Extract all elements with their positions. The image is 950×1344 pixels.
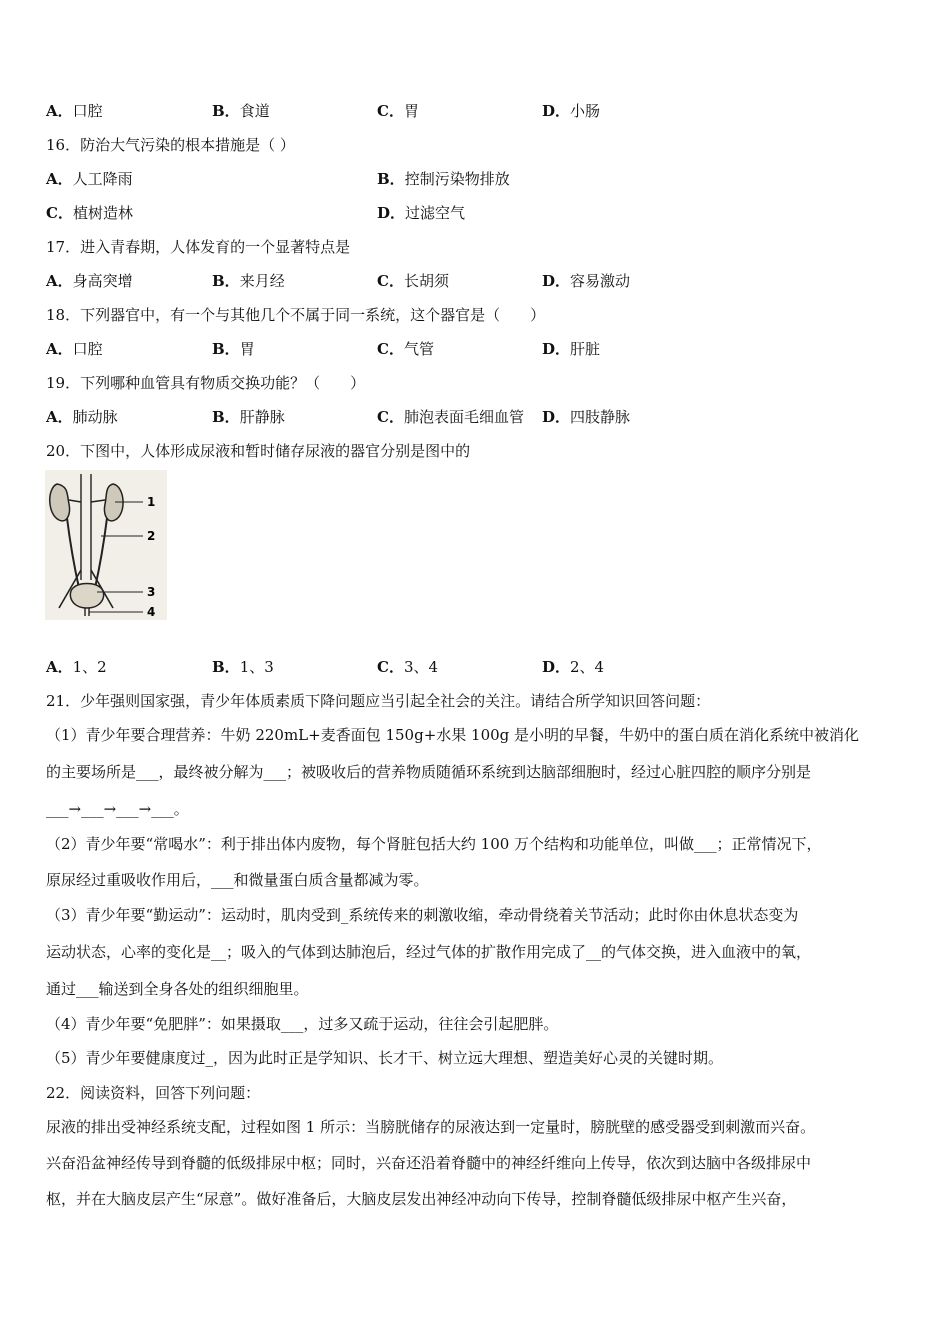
q16-stem: 16．防治大气污染的根本措施是（ ） <box>46 136 295 154</box>
q21-part1-line1: （1）青少年要合理营养：牛奶 220mL+麦香面包 150g+水果 100g 是小明的早餐，牛奶中的蛋白质在消化系统中被消化 <box>46 726 860 744</box>
q18-option-b[interactable]: B．胃 <box>212 340 255 358</box>
q20-stem: 20．下图中，人体形成尿液和暂时储存尿液的器官分别是图中的 <box>46 442 471 460</box>
q18-option-d[interactable]: D．肝脏 <box>542 340 601 358</box>
figure-label-1: 1 <box>147 495 156 509</box>
q17-option-a[interactable]: A．身高突增 <box>46 272 133 290</box>
q19-option-d[interactable]: D．四肢静脉 <box>542 408 631 426</box>
right-ureter <box>95 518 107 588</box>
q15-option-c[interactable]: C．胃 <box>377 102 419 120</box>
urethra <box>85 608 89 616</box>
q18-stem: 18．下列器官中，有一个与其他几个不属于同一系统，这个器官是（ ） <box>46 306 546 324</box>
q22-passage-line1: 尿液的排出受神经系统支配，过程如图 1 所示：当膀胱储存的尿液达到一定量时，膀胱壁的感受器受到刺激而兴奋。 <box>46 1118 816 1136</box>
q15-option-a[interactable]: A．口腔 <box>46 102 103 120</box>
q21-part2-line2: 原尿经过重吸收作用后，___和微量蛋白质含量都减为零。 <box>46 871 429 889</box>
q21-part4: （4）青少年要“免肥胖”：如果摄取___，过多又疏于运动，往往会引起肥胖。 <box>46 1015 559 1033</box>
q20-option-d[interactable]: D．2、4 <box>542 658 605 676</box>
q15-option-b[interactable]: B．食道 <box>212 102 270 120</box>
q22-passage-line3: 枢，并在大脑皮层产生“尿意”。做好准备后，大脑皮层发出神经冲动向下传导，控制脊髓低级排尿中枢产生兴奋， <box>46 1190 797 1208</box>
q20-option-c[interactable]: C．3、4 <box>377 658 439 676</box>
q16-option-d[interactable]: D．过滤空气 <box>377 204 466 222</box>
q17-option-b[interactable]: B．来月经 <box>212 272 285 290</box>
q21-part3-line3: 通过___输送到全身各处的组织细胞里。 <box>46 980 309 998</box>
urinary-system-diagram <box>45 470 167 620</box>
figure-label-3: 3 <box>147 585 156 599</box>
q18-option-c[interactable]: C．气管 <box>377 340 434 358</box>
bladder-shape <box>70 584 103 609</box>
q19-option-b[interactable]: B．肝静脉 <box>212 408 285 426</box>
q21-part1-line3: ___→___→___→___。 <box>46 800 189 818</box>
figure-label-4: 4 <box>147 605 156 619</box>
q19-stem: 19．下列哪种血管具有物质交换功能？（ ） <box>46 374 366 392</box>
q22-passage-line2: 兴奋沿盆神经传导到脊髓的低级排尿中枢；同时，兴奋还沿着脊髓中的神经纤维向上传导，依次到达脑中各级排尿中 <box>46 1154 812 1172</box>
q17-option-d[interactable]: D．容易激动 <box>542 272 631 290</box>
figure-label-2: 2 <box>147 529 156 543</box>
q16-option-c[interactable]: C．植树造林 <box>46 204 133 222</box>
q19-option-c[interactable]: C．肺泡表面毛细血管 <box>377 408 524 426</box>
q21-part1-line2: 的主要场所是___，最终被分解为___；被吸收后的营养物质随循环系统到达脑部细胞时，经过心脏四腔的顺序分别是 <box>46 763 812 781</box>
q16-option-a[interactable]: A．人工降雨 <box>46 170 133 188</box>
q21-stem: 21．少年强则国家强，青少年体质素质下降问题应当引起全社会的关注。请结合所学知识回答问题： <box>46 692 711 710</box>
q15-option-d[interactable]: D．小肠 <box>542 102 601 120</box>
q18-option-a[interactable]: A．口腔 <box>46 340 103 358</box>
q21-part2-line1: （2）青少年要“常喝水”：利于排出体内废物，每个肾脏包括大约 100 万个结构和功能单位，叫做___；正常情况下， <box>46 835 822 853</box>
q21-part5: （5）青少年要健康度过_，因为此时正是学知识、长才干、树立远大理想、塑造美好心灵的关键时期。 <box>46 1049 724 1067</box>
major-vessels <box>81 474 91 580</box>
q17-option-c[interactable]: C．长胡须 <box>377 272 449 290</box>
q22-stem: 22．阅读资料，回答下列问题： <box>46 1084 261 1102</box>
q17-stem: 17．进入青春期，人体发育的一个显著特点是 <box>46 238 351 256</box>
q21-part3-line2: 运动状态，心率的变化是__；吸入的气体到达肺泡后，经过气体的扩散作用完成了__的气体交换，进入血液中的氧， <box>46 943 812 961</box>
urinary-system-figure <box>45 470 167 620</box>
q20-option-a[interactable]: A．1、2 <box>46 658 107 676</box>
left-kidney-shape <box>50 484 70 521</box>
q20-option-b[interactable]: B．1、3 <box>212 658 274 676</box>
q16-option-b[interactable]: B．控制污染物排放 <box>377 170 510 188</box>
renal-vessels <box>69 500 105 502</box>
q19-option-a[interactable]: A．肺动脉 <box>46 408 118 426</box>
q21-part3-line1: （3）青少年要“勤运动”：运动时，肌肉受到_系统传来的刺激收缩，牵动骨绕着关节活动；此时你由休息状态变为 <box>46 906 799 924</box>
